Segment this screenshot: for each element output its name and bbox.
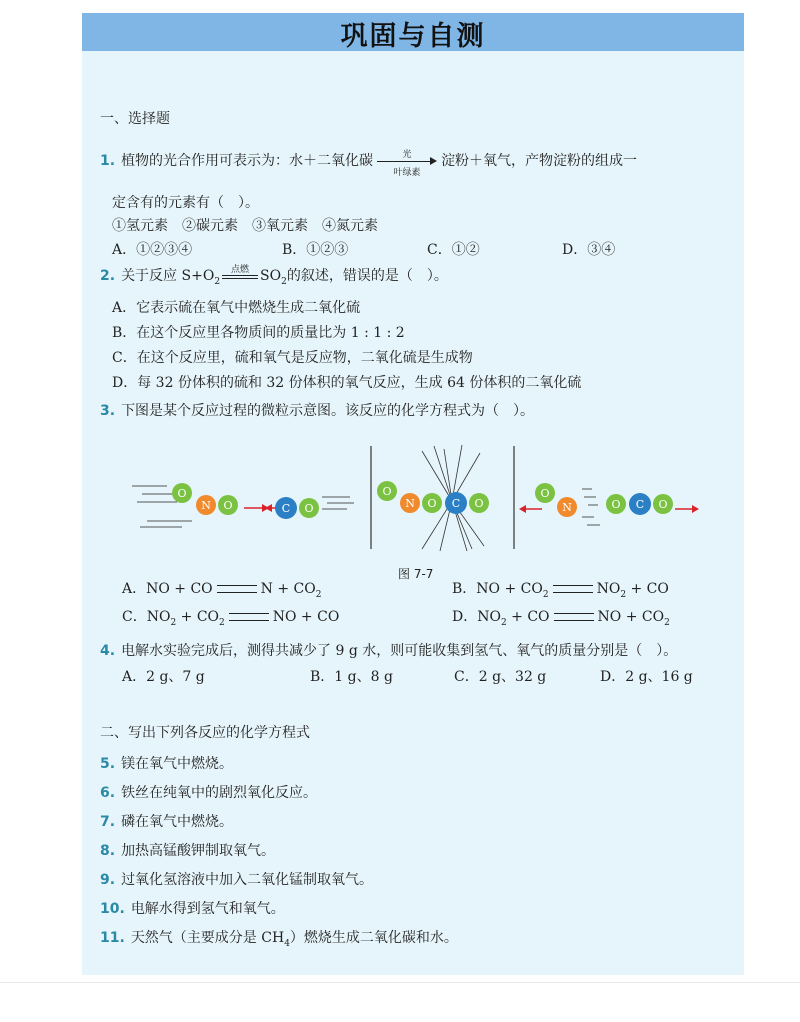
question-3: [100, 401, 534, 421]
question-11: 11. 天然气（主要成分是 $CH_4$）燃烧生成二氧化碳和水。: [100, 930, 458, 949]
option-b[interactable]: B．在这个反应里各物质间的质量比为 1 : 1 : 2: [112, 325, 405, 341]
nitrogen-atom-label: N: [562, 501, 572, 514]
worksheet-page: [82, 13, 744, 975]
question-1-line2: 定含有的元素有（ ）。: [112, 195, 259, 211]
figure-caption: 图 7-7: [398, 567, 434, 581]
option-c[interactable]: C．$NO_2 + CO_2$ NO + CO: [122, 609, 340, 628]
option-b[interactable]: B．①②③: [282, 242, 349, 258]
option-a[interactable]: A．NO + CO $N + CO_2$: [122, 581, 322, 600]
question-2: 2. 关于反应 $S+O_2$ 点燃 $SO_2$的叙述，错误的是（ ）。: [100, 266, 448, 292]
question-number: 1.: [100, 153, 116, 169]
option-d[interactable]: D．2 g、16 g: [600, 669, 693, 685]
question-8: 8. 加热高锰酸钾制取氧气。: [100, 843, 276, 859]
question-text: 关于反应 S+O: [121, 268, 215, 284]
oxygen-atom-label: O: [304, 502, 314, 515]
reaction-equals: [222, 266, 258, 286]
question-5: 5. 镁在氧气中燃烧。: [100, 756, 234, 772]
panel-before: [132, 483, 354, 527]
oxygen-atom-label: O: [177, 487, 187, 500]
option-d[interactable]: D．$NO_2$ + CO NO + $CO_2$: [452, 609, 670, 628]
reaction-condition: 点燃: [231, 265, 250, 275]
carbon-atom-label: C: [281, 502, 291, 515]
section-title-equations: 二、写出下列各反应的化学方程式: [100, 725, 310, 741]
question-6: 6. 铁丝在纯氧中的剧烈氧化反应。: [100, 785, 318, 801]
question-number: 4.: [100, 643, 116, 659]
particle-diagram: [122, 431, 712, 553]
option-d[interactable]: D．③④: [562, 242, 616, 258]
oxygen-atom-label: O: [223, 499, 233, 512]
nitrogen-atom-label: N: [405, 497, 415, 510]
option-c[interactable]: C．①②: [427, 242, 480, 258]
question-text: 下图是某个反应过程的微粒示意图。该反应的化学方程式为（ ）。: [121, 403, 535, 419]
oxygen-atom-label: O: [382, 485, 392, 498]
question-10: 10. 电解水得到氢气和氧气。: [100, 901, 285, 917]
question-number: 2.: [100, 268, 116, 284]
title-banner: [82, 13, 744, 51]
arrow-condition-top: 光: [402, 150, 412, 160]
option-d[interactable]: D．每 32 份体积的硫和 32 份体积的氧气反应，生成 64 份体积的二氧化硫: [112, 375, 582, 391]
nitrogen-atom-label: N: [201, 499, 211, 512]
question-1: [100, 150, 638, 178]
oxygen-atom-label: O: [611, 498, 621, 511]
question-number: 3.: [100, 403, 116, 419]
oxygen-atom-label: O: [540, 487, 550, 500]
option-b[interactable]: B．NO + $CO_2$ $NO_2$ + CO: [452, 581, 669, 600]
page-title: 巩固与自测: [340, 21, 486, 52]
oxygen-atom-label: O: [427, 497, 437, 510]
question-1-elements: ①氢元素 ②碳元素 ③氧元素 ④氮元素: [112, 218, 378, 234]
carbon-atom-label: C: [451, 497, 461, 510]
option-c[interactable]: C．2 g、32 g: [454, 669, 547, 685]
section-title-choice: 一、选择题: [100, 111, 170, 127]
option-b[interactable]: B．1 g、8 g: [310, 669, 393, 685]
question-text: 电解水实验完成后，测得共减少了 9 g 水，则可能收集到氢气、氧气的质量分别是（ ）。: [121, 643, 678, 659]
option-a[interactable]: A．它表示硫在氧气中燃烧生成二氧化硫: [112, 300, 361, 316]
question-text: 植物的光合作用可表示为：水＋二氧化碳: [121, 153, 374, 169]
panel-after: [519, 483, 699, 525]
oxygen-atom-label: O: [658, 498, 668, 511]
reaction-arrow: [375, 150, 439, 178]
question-7: 7. 磷在氧气中燃烧。: [100, 814, 234, 830]
carbon-atom-label: C: [635, 498, 645, 511]
option-a[interactable]: A．2 g、7 g: [122, 669, 205, 685]
option-a[interactable]: A．①②③④: [112, 242, 193, 258]
question-4: [100, 641, 677, 661]
question-9: 9. 过氧化氢溶液中加入二氧化锰制取氧气。: [100, 872, 374, 888]
page-bottom-divider: [0, 982, 800, 983]
option-c[interactable]: C．在这个反应里，硫和氧气是反应物，二氧化硫是生成物: [112, 350, 473, 366]
panel-collision: [377, 445, 489, 551]
question-text-cont: 淀粉＋氧气，产物淀粉的组成一: [441, 153, 638, 169]
oxygen-atom-label: O: [474, 497, 484, 510]
arrow-condition-bottom: 叶绿素: [393, 168, 421, 178]
